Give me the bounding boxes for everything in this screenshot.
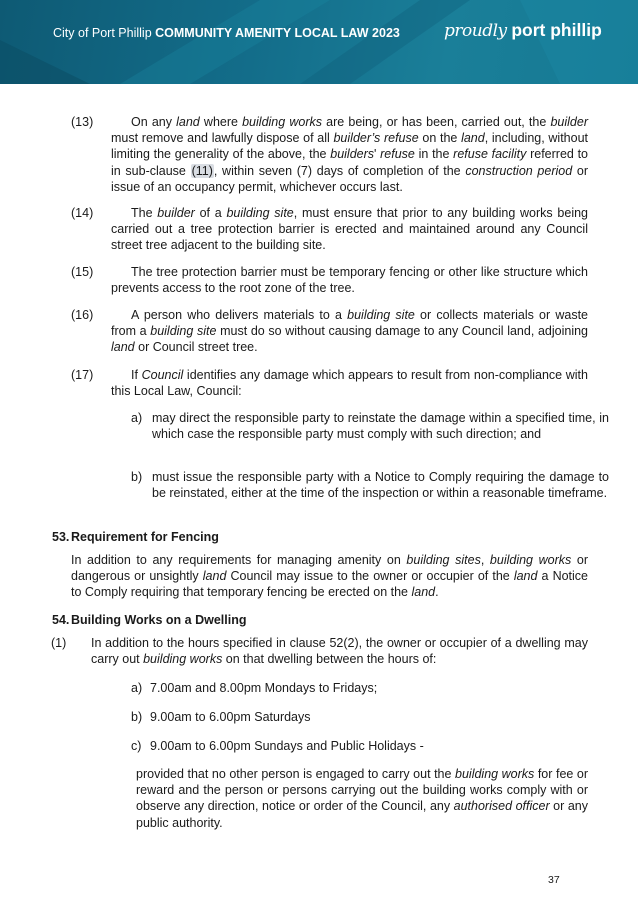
- section-54-heading: [52, 613, 246, 627]
- list-item: [131, 738, 607, 754]
- document-title-prefix: City of Port Phillip: [53, 26, 152, 40]
- list-item: [131, 469, 609, 501]
- document-title-main: COMMUNITY AMENITY LOCAL LAW 2023: [155, 26, 400, 40]
- list-item-text: must issue the responsible party with a Notice to Comply requiring the damage to be reinstated, either at the time of the inspection or within a reasonable timeframe.: [152, 470, 609, 501]
- clause-text: A person who delivers materials to a building site or collects materials or waste from a building site must do so without causing damage to any Council land, adjoining land or Council street tree.: [111, 308, 588, 355]
- list-item-text: 9.00am to 6.00pm Sundays and Public Holidays -: [150, 739, 424, 753]
- clause-16: [71, 307, 588, 356]
- list-item: [131, 709, 607, 725]
- clause-number: (15): [71, 265, 94, 279]
- clause-number: (17): [71, 368, 94, 382]
- list-item-label: b): [131, 470, 143, 484]
- section-54-proviso: [136, 766, 588, 831]
- subclause-text: In addition to the hours specified in clause 52(2), the owner or occupier of a dwelling may carry out building works on that dwelling between the hours of:: [91, 636, 588, 667]
- list-item-label: c): [131, 739, 142, 753]
- logo-bold-text: port phillip: [511, 20, 602, 40]
- list-item-label: a): [131, 681, 143, 695]
- section-title: Requirement for Fencing: [71, 530, 219, 544]
- list-item-label: b): [131, 710, 143, 724]
- page-header-banner: [0, 0, 638, 84]
- clause-15: [71, 264, 588, 296]
- clause-number: (16): [71, 308, 94, 322]
- logo-script-text: proudly: [444, 21, 507, 41]
- clause-17: [71, 367, 588, 399]
- header-decoration: [0, 0, 638, 84]
- section-53-body: [71, 552, 588, 601]
- proudly-port-phillip-logo: [444, 20, 602, 41]
- page-number: 37: [548, 874, 560, 886]
- list-item-text: may direct the responsible party to reinstate the damage within a specified time, in which case the responsible party must comply with such direction; and: [152, 411, 609, 442]
- list-item: [131, 680, 607, 696]
- clause-text: The tree protection barrier must be temporary fencing or other like structure which prevents access to the root zone of the tree.: [111, 265, 588, 296]
- section-53-heading: [52, 530, 219, 544]
- clause-text: If Council identifies any damage which appears to result from non-compliance with this Local Law, Council:: [111, 368, 588, 399]
- clause-14: [71, 205, 589, 254]
- list-item: [131, 410, 609, 442]
- list-item-text: 9.00am to 6.00pm Saturdays: [150, 710, 311, 724]
- section-title: Building Works on a Dwelling: [71, 613, 247, 627]
- list-item-text: 7.00am and 8.00pm Mondays to Fridays;: [150, 681, 378, 695]
- subclause-number: (1): [51, 636, 67, 650]
- section-53-text: In addition to any requirements for managing amenity on building sites, building works or dangerous or unsightly land Council may issue to the owner or occupier of the land a Notice to Comply requiring that temporary fencing be erected on the land.: [71, 553, 589, 600]
- clause-text: On any land where building works are being, or has been, carried out, the builder must remove and lawfully dispose of all builder’s refuse on the land, including, without limiting the generality of the above, the builders' refuse in the refuse facility referred to in sub-clause (11), within seven (7) days of completion of the construction period or issue of an occupancy permit, whichever occurs last.: [111, 115, 589, 194]
- section-number: 54.: [52, 613, 70, 627]
- section-number: 53.: [52, 530, 70, 544]
- clause-number: (13): [71, 115, 94, 129]
- list-item-label: a): [131, 411, 143, 425]
- proviso-text: provided that no other person is engaged to carry out the building works for fee or reward and the person or persons carrying out the building works comply with or observe any direction, notice or order of the Council, any authorised officer or any public authority.: [136, 767, 589, 830]
- document-title: [53, 26, 400, 40]
- clause-13: [71, 114, 589, 195]
- clause-text: The builder of a building site, must ensure that prior to any building works being carried out a tree protection barrier is erected and maintained around any Council street tree adjacent to the building site.: [111, 206, 589, 253]
- clause-number: (14): [71, 206, 94, 220]
- section-54-subclause-1: [51, 635, 588, 667]
